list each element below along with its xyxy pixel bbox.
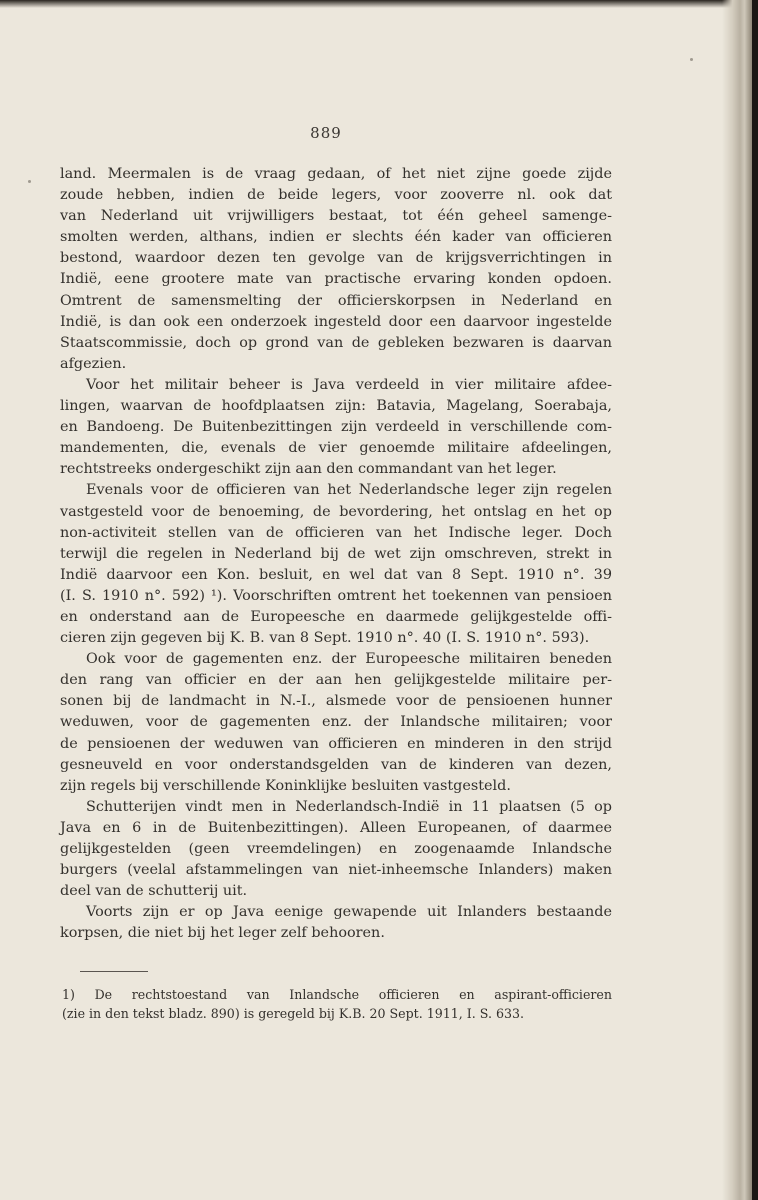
text-line: [60, 607, 612, 628]
text-line-text: en onderstand aan de Europeesche en daarmede gelijkgestelde offi-: [60, 608, 612, 625]
text-line-text: zijn regels bij verschillende Koninklijke besluiten vastgesteld.: [60, 777, 511, 794]
text-line-text: Voor het militair beheer is Java verdeeld in vier militaire afdee-: [86, 376, 612, 393]
text-line-text: sonen bij de landmacht in N.-I., alsmede voor de pensioenen hunner: [60, 693, 612, 710]
text-line-text: burgers (veelal afstammelingen van niet-inheemsche Inlanders) maken: [60, 862, 612, 879]
text-line-text: Omtrent de samensmelting der officierskorpsen in Nederland en: [60, 292, 612, 309]
footnote-rule: [80, 971, 148, 972]
text-line-text: van Nederland uit vrijwilligers bestaat, tot één geheel samenge-: [60, 208, 612, 225]
text-line-text: vastgesteld voor de benoeming, de bevordering, het ontslag en het op: [60, 503, 612, 520]
text-line-text: Java en 6 in de Buitenbezittingen). Alleen Europeanen, of daarmee: [60, 819, 612, 836]
scan-top-shadow: [0, 0, 752, 8]
text-line-text: Schutterijen vindt men in Nederlandsch-Indië in 11 plaatsen (5 op: [86, 798, 612, 815]
text-line: [60, 523, 612, 544]
text-line: [60, 164, 612, 185]
text-line: [60, 248, 612, 269]
text-line: [60, 565, 612, 586]
text-line: [60, 628, 612, 649]
text-line: [60, 712, 612, 733]
text-line-text: de pensioenen der weduwen van officieren en minderen in den strijd: [60, 735, 612, 752]
text-line-text: en Bandoeng. De Buitenbezittingen zijn verdeeld in verschillende com-: [60, 419, 612, 436]
text-line: [60, 417, 612, 438]
footnote-line: [62, 985, 612, 1004]
text-line: [60, 354, 612, 375]
text-line: [60, 502, 612, 523]
text-line-text: zoude hebben, indien de beide legers, voor zooverre nl. ook dat: [60, 187, 612, 204]
text-line: [60, 755, 612, 776]
page-number: 889: [310, 124, 342, 142]
text-line-text: korpsen, die niet bij het leger zelf behooren.: [60, 925, 385, 942]
text-line: [60, 797, 612, 818]
text-line: [60, 333, 612, 354]
text-line: [60, 480, 612, 501]
text-line-text: non-activiteit stellen van de officieren van het Indische leger. Doch: [60, 524, 612, 541]
body-text: [60, 164, 612, 944]
paper-speck: [28, 180, 31, 183]
text-line: [60, 670, 612, 691]
text-line-text: rechtstreeks ondergeschikt zijn aan den commandant van het leger.: [60, 461, 557, 478]
text-line: [60, 269, 612, 290]
paper-speck: [690, 58, 693, 61]
text-line: [60, 375, 612, 396]
text-line: [60, 396, 612, 417]
text-line-text: afgezien.: [60, 355, 127, 372]
text-line-text: land. Meermalen is de vraag gedaan, of het niet zijne goede zijde: [60, 166, 612, 182]
text-line-text: Ook voor de gagementen enz. der Europeesche militairen beneden: [86, 651, 612, 668]
text-line: [60, 438, 612, 459]
text-line: [60, 185, 612, 206]
footnote: [62, 985, 612, 1023]
text-line: [60, 586, 612, 607]
footnote-line-text: 1) De rechtstoestand van Inlandsche officieren en aspirant-officieren: [62, 987, 612, 1002]
text-line-text: Indië daarvoor een Kon. besluit, en wel dat van 8 Sept. 1910 n°. 39: [60, 566, 612, 583]
text-line-text: Staatscommissie, doch op grond van de gebleken bezwaren is daarvan: [60, 334, 612, 351]
text-line-text: gesneuveld en voor onderstandsgelden van de kinderen van dezen,: [60, 756, 612, 773]
text-line: [60, 227, 612, 248]
text-line-text: Indië, eene grootere mate van practische ervaring konden opdoen.: [60, 271, 612, 288]
text-line: [60, 902, 612, 923]
text-line: [60, 923, 612, 944]
text-line-text: Evenals voor de officieren van het Nederlandsche leger zijn regelen: [86, 482, 612, 499]
text-line: [60, 544, 612, 565]
text-line-text: den rang van officier en der aan hen gelijkgestelde militaire per-: [60, 672, 612, 689]
text-line: [60, 649, 612, 670]
text-line: [60, 691, 612, 712]
text-line-text: smolten werden, althans, indien er slechts één kader van officieren: [60, 229, 612, 246]
text-line: [60, 291, 612, 312]
text-line-text: bestond, waardoor dezen ten gevolge van de krijgsverrichtingen in: [60, 250, 612, 267]
text-line-text: cieren zijn gegeven bij K. B. van 8 Sept. 1910 n°. 40 (I. S. 1910 n°. 593).: [60, 630, 590, 647]
text-line-text: gelijkgestelden (geen vreemdelingen) en zoogenaamde Inlandsche: [60, 841, 612, 857]
text-line-text: Indië, is dan ook een onderzoek ingesteld door een daarvoor ingestelde: [60, 313, 612, 330]
text-line: [60, 776, 612, 797]
text-line-text: weduwen, voor de gagementen enz. der Inlandsche militairen; voor: [60, 714, 612, 731]
footnote-line: [62, 1004, 612, 1023]
text-line: [60, 312, 612, 333]
text-line: [60, 459, 612, 480]
text-line-text: lingen, waarvan de hoofdplaatsen zijn: Batavia, Magelang, Soerabaja,: [60, 398, 612, 415]
text-line-text: mandementen, die, evenals de vier genoemde militaire afdeelingen,: [60, 440, 612, 457]
text-line: [60, 860, 612, 881]
text-line: [60, 734, 612, 755]
text-line: [60, 881, 612, 902]
footnote-line-text: (zie in den tekst bladz. 890) is geregeld bij K.B. 20 Sept. 1911, I. S. 633.: [62, 1006, 524, 1021]
text-line-text: Voorts zijn er op Java eenige gewapende uit Inlanders bestaande: [86, 904, 612, 921]
text-line: [60, 839, 612, 860]
text-line: [60, 818, 612, 839]
page-edge-shadow: [722, 0, 752, 1200]
text-line-text: deel van de schutterij uit.: [60, 883, 248, 900]
text-line-text: (I. S. 1910 n°. 592) ¹). Voorschriften omtrent het toekennen van pensioen: [60, 587, 612, 604]
text-line: [60, 206, 612, 227]
text-line-text: terwijl die regelen in Nederland bij de wet zijn omschreven, strekt in: [60, 545, 612, 562]
